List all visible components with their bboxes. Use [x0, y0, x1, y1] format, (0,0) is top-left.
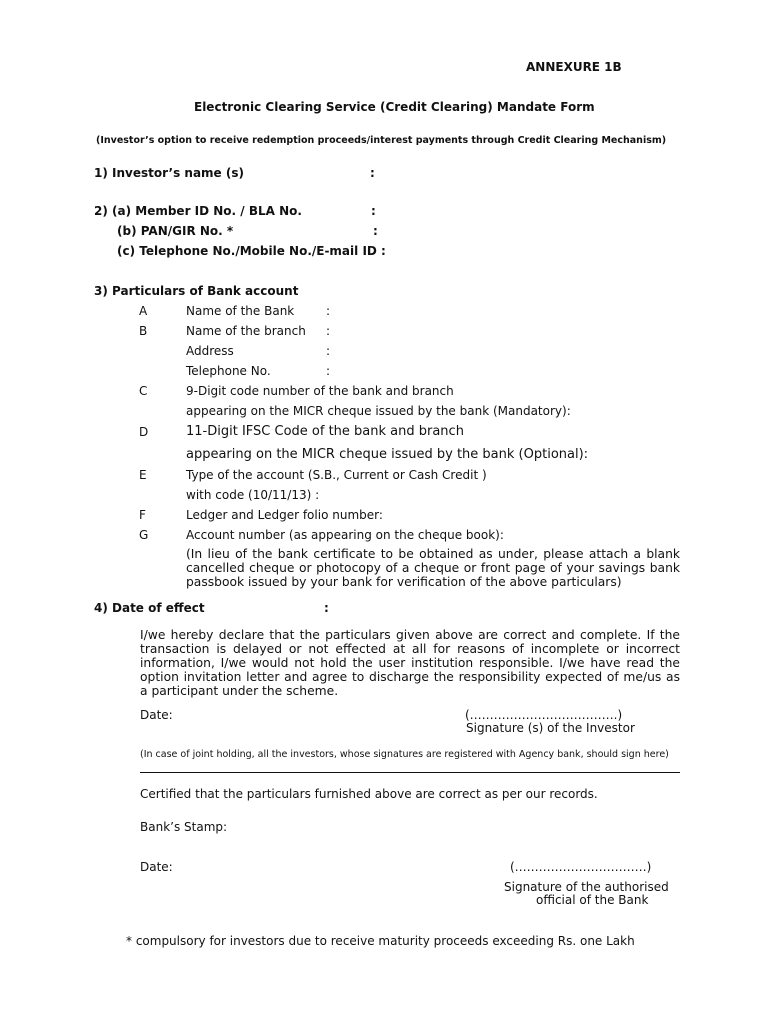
account-type-label: Type of the account (S.B., Current or Cash Credit ): [186, 468, 487, 482]
account-number-label: Account number (as appearing on the cheque book):: [186, 528, 504, 542]
date-of-effect-colon: :: [324, 601, 329, 615]
bank-name-colon: :: [326, 304, 331, 318]
branch-name-colon: :: [326, 324, 331, 338]
bank-signature-label: Signature of the authorised: [504, 880, 669, 894]
item-letter-g: G: [139, 528, 149, 542]
account-type-code: with code (10/11/13) :: [186, 488, 320, 502]
bank-name-label: Name of the Bank: [186, 304, 295, 318]
section-divider: [140, 772, 680, 773]
bank-stamp-label: Bank’s Stamp:: [140, 820, 228, 834]
investor-name-colon: :: [370, 166, 375, 180]
telephone-email-label: (c) Telephone No./Mobile No./E-mail ID :: [117, 244, 386, 258]
joint-holding-note: (In case of joint holding, all the investors, whose signatures are registered with Agency bank, should sign here): [140, 749, 669, 760]
investor-declaration: I/we hereby declare that the particulars given above are correct and complete. If the transaction is delayed or not effected at all for reasons of incomplete or incorrect information, I/we would not hold the user institution responsible. I/we have read the option invitation letter and agree to discharge the responsibility expected of me/us as a participant under the scheme.: [140, 628, 680, 698]
cancelled-cheque-note: (In lieu of the bank certificate to be obtained as under, please attach a blank cancelled cheque or photocopy of a cheque or front page of your savings bank passbook issued by your bank for verification of the above particulars): [186, 547, 680, 589]
member-id-label: 2) (a) Member ID No. / BLA No.: [94, 204, 302, 218]
member-id-colon: :: [371, 204, 376, 218]
bank-certification-text: Certified that the particulars furnished above are correct as per our records.: [140, 787, 598, 801]
bank-signature-line: (……………………………): [510, 860, 652, 874]
annexure-label: ANNEXURE 1B: [526, 60, 622, 74]
investor-date-label: Date:: [140, 708, 173, 722]
bank-signature-label-cont: official of the Bank: [536, 893, 649, 907]
pan-footnote: * compulsory for investors due to receive maturity proceeds exceeding Rs. one Lakh: [126, 934, 635, 948]
investor-signature-label: Signature (s) of the Investor: [466, 721, 635, 735]
form-title: Electronic Clearing Service (Credit Clearing) Mandate Form: [194, 100, 595, 114]
address-label: Address: [186, 344, 234, 358]
item-letter-a: A: [139, 304, 148, 318]
form-subtitle: (Investor’s option to receive redemption proceeds/interest payments through Credit Clearing Mechanism): [96, 135, 667, 146]
ifsc-code-label: 11-Digit IFSC Code of the bank and branch: [186, 424, 464, 439]
date-of-effect-label: 4) Date of effect: [94, 601, 205, 615]
ifsc-code-label-cont: appearing on the MICR cheque issued by the bank (Optional):: [186, 447, 589, 462]
pan-gir-label: (b) PAN/GIR No. *: [117, 224, 234, 238]
bank-particulars-heading: 3) Particulars of Bank account: [94, 284, 299, 298]
pan-gir-colon: :: [373, 224, 378, 238]
investor-signature-line: (……………………………….): [465, 708, 623, 722]
branch-name-label: Name of the branch: [186, 324, 306, 338]
address-colon: :: [326, 344, 331, 358]
item-letter-b: B: [139, 324, 148, 338]
item-letter-d: D: [139, 425, 149, 439]
investor-name-label: 1) Investor’s name (s): [94, 166, 244, 180]
bank-telephone-label: Telephone No.: [186, 364, 271, 378]
bank-date-label: Date:: [140, 860, 173, 874]
item-letter-f: F: [139, 508, 146, 522]
micr-code-label: 9-Digit code number of the bank and branch: [186, 384, 454, 398]
ledger-folio-label: Ledger and Ledger folio number:: [186, 508, 383, 522]
item-letter-c: C: [139, 384, 148, 398]
bank-telephone-colon: :: [326, 364, 331, 378]
micr-code-label-cont: appearing on the MICR cheque issued by the bank (Mandatory):: [186, 404, 571, 418]
item-letter-e: E: [139, 468, 147, 482]
